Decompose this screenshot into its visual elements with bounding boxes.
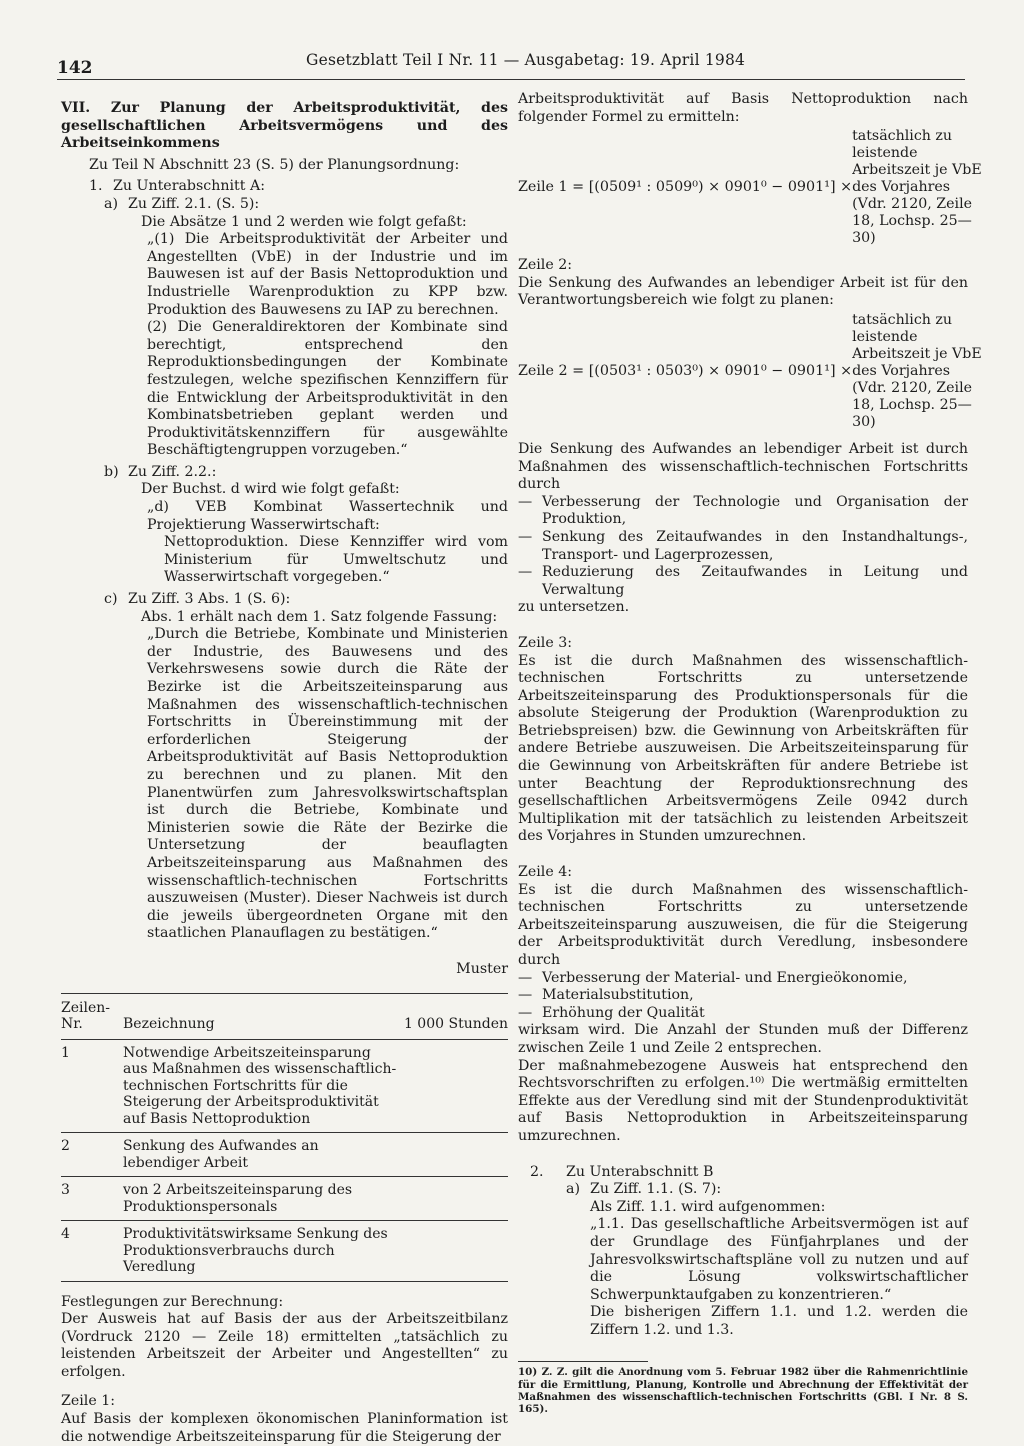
item-2a-text: Zu Ziff. 1.1. (S. 7): — [590, 1181, 722, 1198]
table-cell-text: Notwendige Arbeitszeiteinsparung aus Maßnahmen des wissenschaftlich-technischen Fortschritts für die Steigerung der Arbeitsproduktivität auf Basis Nettoproduktion — [123, 1039, 398, 1133]
zeile-3-heading: Zeile 3: — [518, 634, 573, 651]
zeile-1-heading: Zeile 1: — [61, 1393, 116, 1410]
zeile-4-heading: Zeile 4: — [518, 864, 573, 881]
table-row — [61, 1133, 508, 1177]
item-a-label: a) — [104, 195, 118, 212]
item-1-label: 1. — [89, 178, 103, 195]
item-a-heading — [61, 196, 508, 214]
formula-intro: Arbeitsproduktivität auf Basis Nettoproduktion nach folgender Formel zu ermitteln: — [518, 91, 968, 125]
item-2-text: Zu Unterabschnitt B — [566, 1163, 714, 1180]
zeile-1-text: Auf Basis der komplexen ökonomischen Planinformation ist die notwendige Arbeitszeiteinsparung für die Steigerung der — [61, 1411, 508, 1445]
item-a-paragraph-1: „(1) Die Arbeitsproduktivität der Arbeiter und Angestellten (VbE) in der Industrie und im Bauwesen ist auf der Basis Nettoproduktion und Industrielle Warenproduktion zu KPP bzw. Produktion des Bauwesens zu IAP zu berechnen. — [147, 231, 508, 318]
zeile-2-text: Die Senkung des Aufwandes an lebendiger Arbeit ist für den Verantwortungsbereich wie folgt zu planen: — [518, 274, 968, 309]
table-cell-nr: 4 — [61, 1221, 123, 1282]
footnote-rule — [518, 1361, 648, 1362]
left-column — [61, 100, 508, 1446]
table-header-nr: Zeilen-Nr. — [61, 993, 123, 1039]
formula-2-note: tatsächlich zu leistende Arbeitszeit je VbE des Vorjahres (Vdr. 2120, Zeile 18, Lochsp. 25—30) — [852, 311, 982, 430]
formula-1-expression: Zeile 1 = [(0509¹ : 0509⁰) × 0901⁰ − 0901¹] × — [518, 178, 853, 195]
veredlung-list — [518, 970, 968, 1023]
item-2a-quote: „1.1. Das gesellschaftliche Arbeitsvermögen ist auf der Grundlage des Fünfjahrplanes und der Jahresvolkswirtschaftspläne voll zu nutzen und auf die Lösung volkswirtschaftlicher Schwerpunktaufgaben zu konzentrieren.“ — [590, 1216, 968, 1303]
table-cell-value — [398, 1177, 508, 1221]
right-column — [518, 91, 982, 1416]
zeile-2-heading: Zeile 2: — [518, 257, 573, 274]
section-title: VII. Zur Planung der Arbeitsproduktivität, des gesellschaftlichen Arbeitsvermögens und des Arbeitseinkommens — [61, 100, 508, 152]
table-header-stunden: 1 000 Stunden — [398, 993, 508, 1039]
zeile-4-text: Es ist die durch Maßnahmen des wissenschaftlich-technischen Fortschritts zu untersetzende Arbeitszeiteinsparung auszuweisen, die für die Steigerung der Arbeitsproduktivität durch Veredlung, insbesondere durch — [518, 881, 968, 968]
list-item: — Erhöhung der Qualität — [518, 1004, 705, 1021]
list-1-end: zu untersetzen. — [518, 599, 630, 616]
item-a-lead: Die Absätze 1 und 2 werden wie folgt gefaßt: — [141, 213, 467, 230]
zeile-4-after: wirksam wird. Die Anzahl der Stunden muß der Differenz zwischen Zeile 1 und Zeile 2 entsprechen. — [518, 1022, 968, 1056]
item-b-paragraph-1: „d) VEB Kombinat Wassertechnik und Projektierung Wasserwirtschaft: — [147, 499, 508, 533]
item-c-lead: Abs. 1 erhält nach dem 1. Satz folgende Fassung: — [141, 608, 498, 625]
item-b-label: b) — [104, 463, 119, 480]
table-cell-text: von 2 Arbeitszeiteinsparung des Produktionspersonals — [123, 1177, 398, 1221]
list-item: — Reduzierung des Zeitaufwandes in Leitung und Verwaltung — [518, 564, 968, 598]
table-cell-text: Produktivitätswirksame Senkung des Produktionsverbrauchs durch Veredlung — [123, 1221, 398, 1282]
item-2-label: 2. — [530, 1163, 544, 1180]
item-2-heading — [518, 1164, 968, 1182]
table-cell-value — [398, 1221, 508, 1282]
item-c-label: c) — [104, 591, 118, 608]
table-row — [61, 1221, 508, 1282]
item-b-text: Zu Ziff. 2.2.: — [128, 463, 217, 480]
table-cell-nr: 3 — [61, 1177, 123, 1221]
muster-table — [61, 993, 508, 1282]
footnote-10: 10) Z. Z. gilt die Anordnung vom 5. Februar 1982 über die Rahmenrichtlinie für die Ermittlung, Planung, Kontrolle und Abrechnung der Effektivität der Maßnahmen des wissenschaftlich-technischen Fortschritts (GBl. I Nr. 8 S. 165). — [518, 1366, 968, 1416]
item-2a-end: Die bisherigen Ziffern 1.1. und 1.2. werden die Ziffern 1.2. und 1.3. — [590, 1304, 968, 1338]
formula-zeile-1 — [518, 128, 982, 247]
list-item: — Senkung des Zeitaufwandes in den Instandhaltungs-, Transport- und Lagerprozessen, — [518, 528, 968, 563]
item-a-text: Zu Ziff. 2.1. (S. 5): — [128, 195, 260, 212]
item-b-heading — [61, 464, 508, 482]
formula-1-note: tatsächlich zu leistende Arbeitszeit je VbE des Vorjahres (Vdr. 2120, Zeile 18, Lochsp. 25—30) — [852, 128, 982, 247]
section-intro: Zu Teil N Abschnitt 23 (S. 5) der Planungsordnung: — [89, 156, 460, 173]
formula-2-expression: Zeile 2 = [(0503¹ : 0503⁰) × 0901⁰ − 0901¹] × — [518, 362, 853, 379]
item-2a-lead: Als Ziff. 1.1. wird aufgenommen: — [590, 1198, 826, 1215]
table-header-bezeichnung: Bezeichnung — [123, 993, 398, 1039]
senkung-text: Die Senkung des Aufwandes an lebendiger Arbeit ist durch Maßnahmen des wissenschaftlich-technischen Fortschritts durch — [518, 440, 968, 493]
measures-list — [518, 494, 968, 600]
item-b-lead: Der Buchst. d wird wie folgt gefaßt: — [141, 481, 400, 498]
table-header-row — [61, 993, 508, 1039]
table-row — [61, 1039, 508, 1133]
table-cell-nr: 1 — [61, 1039, 123, 1133]
muster-label: Muster — [456, 960, 508, 977]
header-rule — [57, 79, 965, 80]
list-item: — Verbesserung der Material- und Energieökonomie, — [518, 969, 908, 986]
formula-zeile-2 — [518, 311, 982, 431]
item-2a-label: a) — [566, 1181, 580, 1198]
item-a-paragraph-2: (2) Die Generaldirektoren der Kombinate sind berechtigt, entsprechend den Reproduktionsbedingungen der Kombinate festzulegen, welche spezifischen Kennziffern für die Entwicklung der Arbeitsproduktivität in den Kombinatsbetrieben geplant werden und Produktivitätskennziffern für ausgewählte Beschäftigtengruppen vorzugeben.“ — [147, 319, 508, 459]
zeile-3-text: Es ist die durch Maßnahmen des wissenschaftlich-technischen Fortschritts zu untersetzende Arbeitszeiteinsparung des Produktionspersonals für die absolute Steigerung der Produktion (Warenproduktion zu Betriebspreisen) bzw. die Gewinnung von Arbeitskräften für andere Betriebe auszuweisen. Die Arbeitszeiteinsparung für die Gewinnung von Arbeitskräften für andere Betriebe ist unter Beachtung der Reproduktionsrechnung des gesellschaftlichen Arbeitsvermögens Zeile 0942 durch Multiplikation mit der tatsächlich zu leistenden Arbeitszeit des Vorjahres in Stunden umzurechnen. — [518, 652, 968, 845]
item-1-text: Zu Unterabschnitt A: — [113, 178, 265, 195]
festlegungen-text: Der Ausweis hat auf Basis der aus der Arbeitszeitbilanz (Vordruck 2120 — Zeile 18) ermittelten „tatsächlich zu leistenden Arbeitszeit der Arbeiter und Angestellten“ zu erfolgen. — [61, 1311, 508, 1380]
page-number: 142 — [57, 58, 93, 78]
table-cell-nr: 2 — [61, 1133, 123, 1177]
item-c-paragraph: „Durch die Betriebe, Kombinate und Ministerien der Industrie, des Bauwesens und des Verkehrswesens sowie durch die Räte der Bezirke ist die Arbeitszeiteinsparung aus Maßnahmen des wissenschaftlich-technischen Fortschritts in Übereinstimmung mit der erforderlichen Steigerung der Arbeitsproduktivität auf Basis Nettoproduktion zu berechnen und zu planen. Mit den Planentwürfen zum Jahresvolkswirtschaftsplan ist durch die Betriebe, Kombinate und Ministerien sowie die Räte der Bezirke die Untersetzung der beauflagten Arbeitszeiteinsparung aus Maßnahmen des wissenschaftlich-technischen Fortschritts auszuweisen (Muster). Dieser Nachweis ist durch die jeweils übergeordneten Organe mit den staatlichen Planauflagen zu bestätigen.“ — [147, 626, 508, 942]
zeile-4-paragraph-2: Der maßnahmebezogene Ausweis hat entsprechend den Rechtsvorschriften zu erfolgen.¹⁰⁾ Die wertmäßig ermittelten Effekte aus der Veredlung sind mit der Stundenproduktivität auf Basis Nettoproduktion in Arbeitszeiteinsparung umzurechnen. — [518, 1057, 968, 1144]
festlegungen-heading: Festlegungen zur Berechnung: — [61, 1293, 284, 1310]
item-2a-heading — [518, 1181, 968, 1199]
gazette-header-title: Gesetzblatt Teil I Nr. 11 — Ausgabetag: 19. April 1984 — [306, 51, 746, 69]
item-1-heading — [61, 178, 508, 196]
item-b-paragraph-2: Nettoproduktion. Diese Kennziffer wird vom Ministerium für Umweltschutz und Wasserwirtschaft vorgegeben.“ — [164, 534, 508, 586]
table-row — [61, 1177, 508, 1221]
list-item: — Materialsubstitution, — [518, 987, 694, 1004]
table-cell-value — [398, 1133, 508, 1177]
item-c-text: Zu Ziff. 3 Abs. 1 (S. 6): — [128, 591, 291, 608]
table-cell-value — [398, 1039, 508, 1133]
list-item: — Verbesserung der Technologie und Organisation der Produktion, — [518, 493, 968, 528]
item-c-heading — [61, 591, 508, 609]
table-cell-text: Senkung des Aufwandes an lebendiger Arbeit — [123, 1133, 398, 1177]
